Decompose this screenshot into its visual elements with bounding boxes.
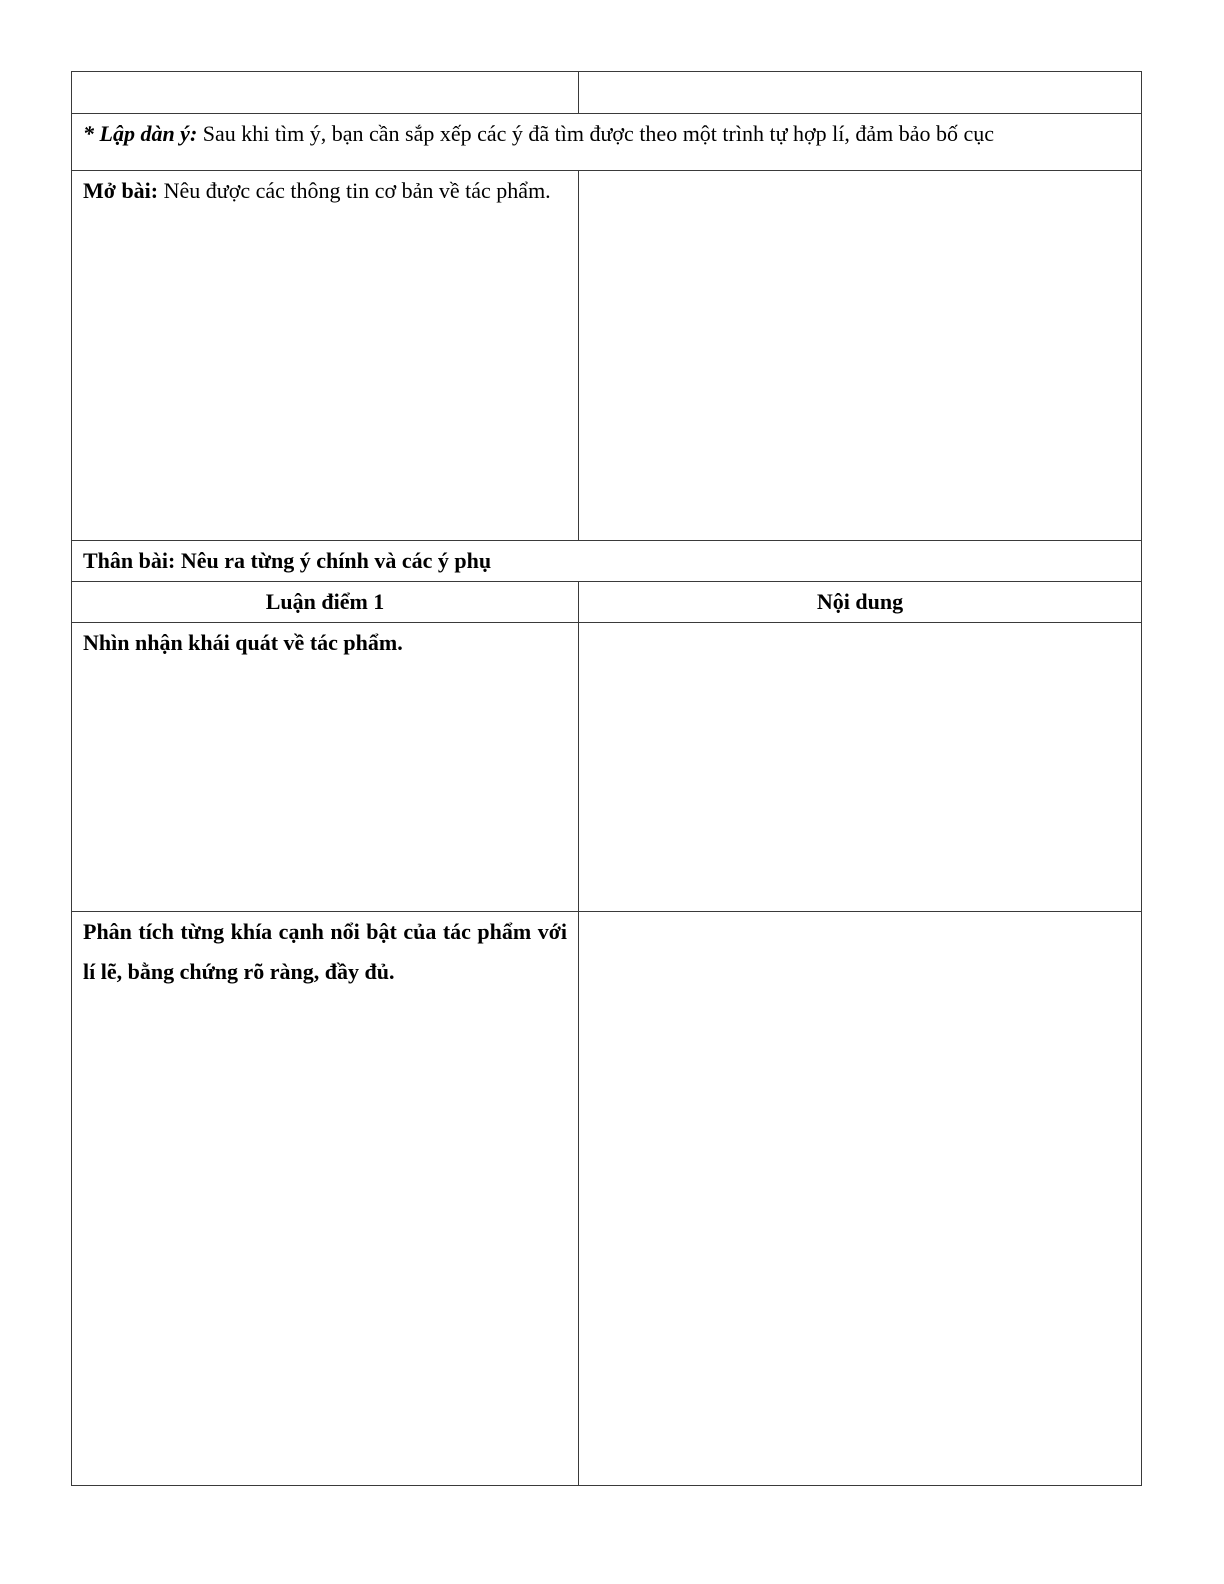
lap-dan-y-text: Sau khi tìm ý, bạn cần sắp xếp các ý đã tìm được theo một trình tự hợp lí, đảm bảo bố cục [197,121,995,146]
than-bai-cell: Thân bài: Nêu ra từng ý chính và các ý phụ [72,541,1142,582]
lap-dan-y-row [72,114,1142,171]
header-luan-diem: Luận điểm 1 [72,582,579,623]
lap-dan-y-label: * Lập dàn ý: [83,121,198,146]
noi-dung-answer-cell[interactable] [579,912,1142,1486]
table-row [72,912,1142,1486]
outline-table [71,71,1142,1486]
table-row [72,623,1142,912]
than-bai-row [72,541,1142,582]
blank-cell-left[interactable] [72,72,579,114]
mo-bai-label: Mở bài: [83,178,159,203]
lap-dan-y-cell [72,114,1142,171]
mo-bai-row [72,171,1142,541]
mo-bai-prompt-cell [72,171,579,541]
noi-dung-answer-cell[interactable] [579,623,1142,912]
luan-diem-prompt-cell: Phân tích từng khía cạnh nổi bật của tác phẩm với lí lẽ, bằng chứng rõ ràng, đầy đủ. [72,912,579,1486]
mo-bai-answer-cell[interactable] [579,171,1142,541]
blank-row [72,72,1142,114]
outline-worksheet [71,71,1141,1484]
header-noi-dung: Nội dung [579,582,1142,623]
blank-cell-right[interactable] [579,72,1142,114]
table-header-row [72,582,1142,623]
mo-bai-text: Nêu được các thông tin cơ bản về tác phẩm. [158,178,551,203]
luan-diem-prompt-cell: Nhìn nhận khái quát về tác phẩm. [72,623,579,912]
